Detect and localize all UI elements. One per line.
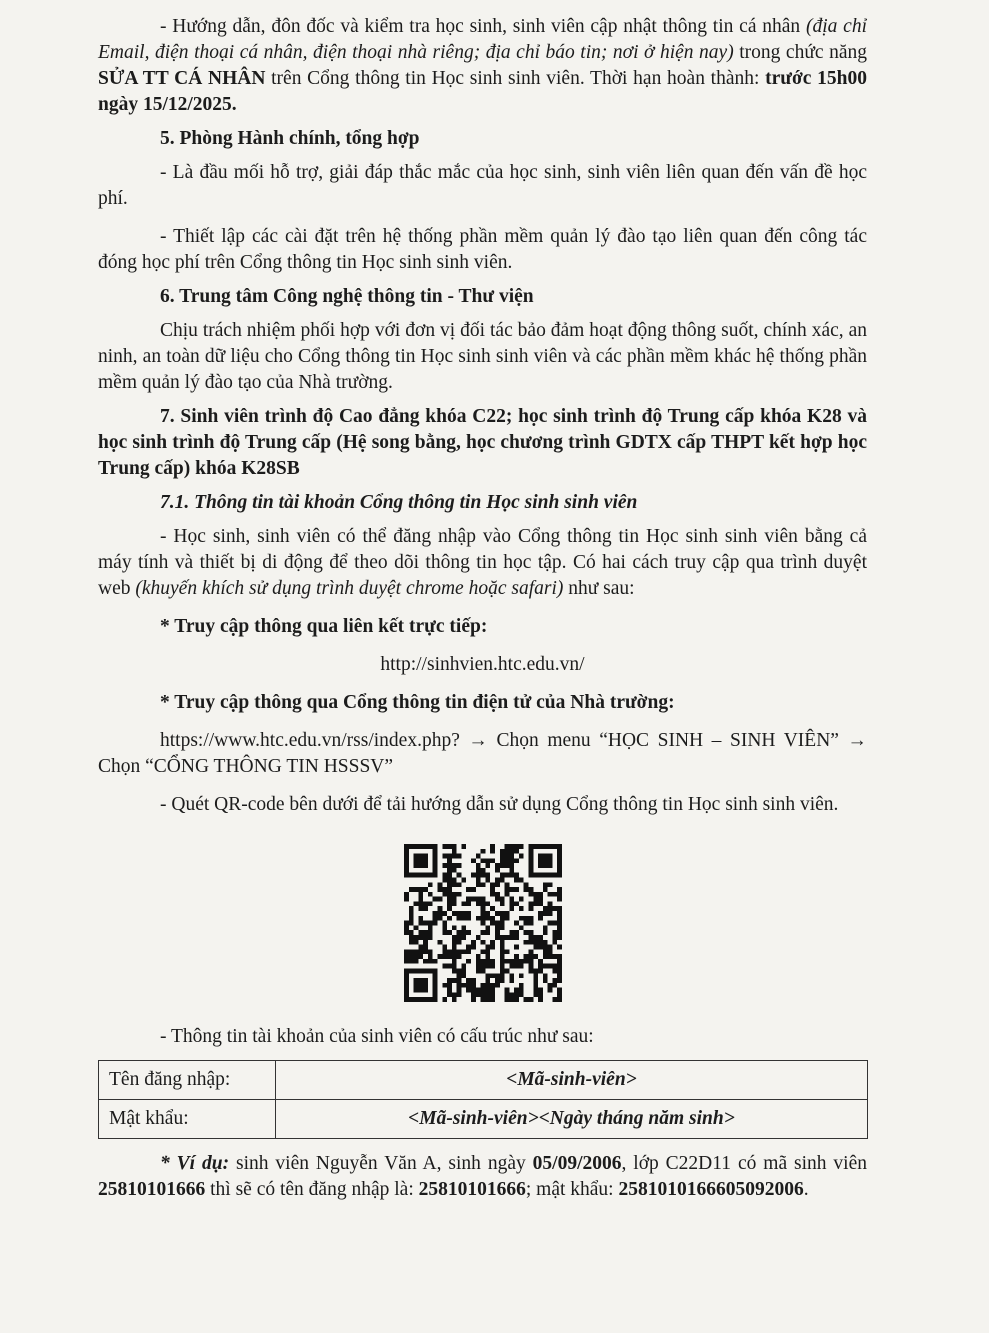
password-format: <Mã-sinh-viên><Ngày tháng năm sinh> xyxy=(276,1100,868,1139)
username-format: <Mã-sinh-viên> xyxy=(276,1061,868,1100)
password-label: Mật khẩu: xyxy=(99,1100,276,1139)
section-7-heading: 7. Sinh viên trình độ Cao đẳng khóa C22; học sinh trình độ Trung cấp khóa K28 và học sinh trình độ Trung cấp (Hệ song bằng, học chương trình GDTX cấp THPT kết hợp học Trung cấp) khóa K28SB xyxy=(98,406,867,479)
bold-function: SỬA TT CÁ NHÂN xyxy=(98,68,266,89)
text: - Học sinh, sinh viên có thể đăng nhập vào Cổng thông tin Học sinh sinh viên bằng cả máy tính và thiết bị di động để theo dõi thông tin học tập. Có hai cách truy cập qua trình duyệt web xyxy=(98,526,867,599)
portal-access-heading: * Truy cập thông qua Cổng thông tin điện tử của Nhà trường: xyxy=(160,692,675,713)
example-paragraph xyxy=(98,1151,867,1203)
direct-access-heading: * Truy cập thông qua liên kết trực tiếp: xyxy=(160,616,488,637)
section-5-paragraph-2: - Thiết lập các cài đặt trên hệ thống phần mềm quản lý đào tạo liên quan đến công tác đóng học phí trên Cổng thông tin Học sinh sinh viên. xyxy=(98,226,867,273)
qr-instruction: - Quét QR-code bên dưới để tải hướng dẫn sử dụng Cổng thông tin Học sinh sinh viên. xyxy=(160,794,839,815)
portal-access-text: https://www.htc.edu.vn/rss/index.php? → Chọn menu “HỌC SINH – SINH VIÊN” → Chọn “CỔNG THÔNG TIN HSSSV” xyxy=(98,730,867,777)
text: , lớp C22D11 có mã sinh viên xyxy=(621,1153,868,1174)
text: sinh viên Nguyễn Văn A, sinh ngày xyxy=(229,1153,533,1174)
username-label: Tên đăng nhập: xyxy=(99,1061,276,1100)
section-5-heading: 5. Phòng Hành chính, tổng hợp xyxy=(160,128,420,149)
italic-note: (khuyến khích sử dụng trình duyệt chrome hoặc safari) xyxy=(135,578,564,599)
text: . xyxy=(803,1179,809,1200)
text: như sau: xyxy=(563,578,635,599)
section-7-1-heading: 7.1. Thông tin tài khoản Cổng thông tin Học sinh sinh viên xyxy=(160,492,638,513)
qr-code-container xyxy=(98,844,867,1002)
section-6-heading: 6. Trung tâm Công nghệ thông tin - Thư viện xyxy=(160,286,534,307)
example-student-id: 25810101666 xyxy=(98,1179,206,1200)
text: ; mật khẩu: xyxy=(525,1179,619,1200)
section-6-paragraph: Chịu trách nhiệm phối hợp với đơn vị đối tác bảo đảm hoạt động thông suốt, chính xác, an ninh, an toàn dữ liệu cho Cổng thông tin Học sinh sinh viên và các phần mềm khác hệ thống phần mềm quản lý đào tạo của Nhà trường. xyxy=(98,320,867,393)
table-row xyxy=(99,1100,868,1139)
table-row xyxy=(99,1061,868,1100)
deadline: trước 15h00 ngày 15/12/2025. xyxy=(98,68,867,115)
text: trên Cổng thông tin Học sinh sinh viên. Thời hạn hoàn thành: xyxy=(265,68,766,89)
qr-code-image xyxy=(404,844,562,1002)
example-password: 2581010166605092006 xyxy=(618,1179,804,1200)
section-5-paragraph-1: - Là đầu mối hỗ trợ, giải đáp thắc mắc của học sinh, sinh viên liên quan đến vấn đề học phí. xyxy=(98,162,867,209)
example-username: 25810101666 xyxy=(418,1179,526,1200)
text: - Hướng dẫn, đôn đốc và kiểm tra học sinh, sinh viên cập nhật thông tin cá nhân xyxy=(160,16,806,37)
account-table xyxy=(98,1060,868,1139)
section-7-1-paragraph xyxy=(98,524,867,602)
text: trong chức năng xyxy=(733,42,867,63)
text: thì sẽ có tên đăng nhập là: xyxy=(205,1179,419,1200)
direct-access-url: http://sinhvien.htc.edu.vn/ xyxy=(380,654,585,675)
paragraph-update-info xyxy=(98,14,867,118)
italic-note: (địa chỉ Email, điện thoại cá nhân, điện thoại nhà riêng; địa chỉ báo tin; nơi ở hiện nay) xyxy=(98,16,868,63)
account-intro: - Thông tin tài khoản của sinh viên có cấu trúc như sau: xyxy=(160,1026,594,1047)
example-label: * Ví dụ: xyxy=(160,1153,230,1174)
example-dob: 05/09/2006 xyxy=(532,1153,622,1174)
